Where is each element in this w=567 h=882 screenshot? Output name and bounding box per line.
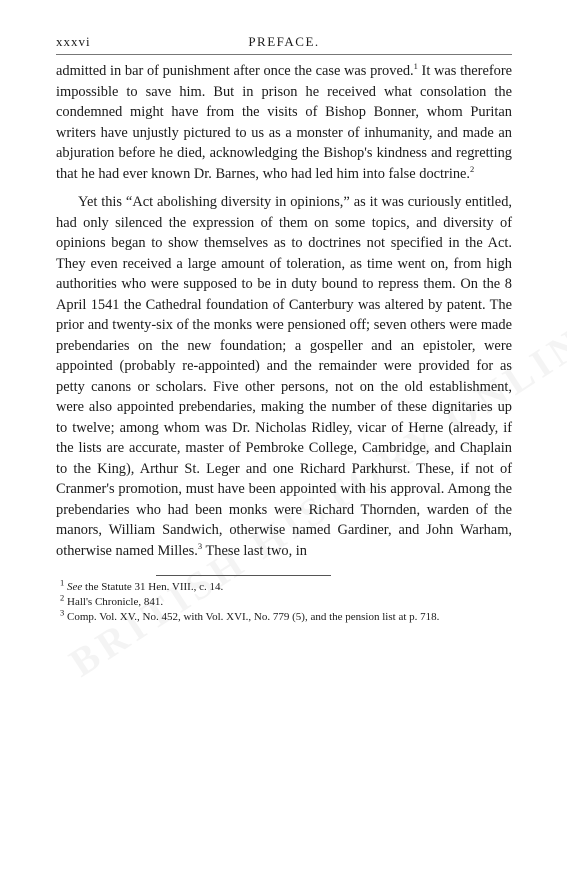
footnote-3: [56, 607, 512, 624]
footnote-text: Hall's Chronicle, 841.: [67, 596, 164, 608]
footnote-ref-1: 1: [413, 61, 418, 72]
footnote-text: the Statute 31 Hen. VIII., c. 14.: [82, 581, 224, 593]
body-text: [56, 61, 512, 561]
page-number: xxxvi: [56, 34, 91, 49]
paragraph-2-text-b: These last two, in: [202, 542, 307, 559]
footnote-rule: [156, 575, 331, 576]
running-header: [56, 34, 512, 55]
paragraph-1: [56, 61, 512, 184]
running-title: PREFACE.: [248, 34, 320, 49]
paragraph-2-text-a: Yet this “Act abolishing diversity in opinions,” as it was curiously entitled, had only silenced the expression of them on some topics, and diversity of opinions began to show themselves as to doctrines not specified in the Act. They even received a large amount of toleration, as time went on, from high authorities who were supposed to be in duty bound to repress them. On the 8 April 1541 the Cathedral foundation of Canterbury was altered by patent. The prior and twenty-six of the monks were pensioned off; seven others were made prebendaries on the new foundation; a gospeller and an epistoler, were appointed (probably re-appointed) and the remainder were provided for as petty canons or scholars. Five other persons, not on the old establishment, were also appointed prebendaries, making the number of these dignitaries up to twelve; among whom was Dr. Nicholas Ridley, vicar of Herne (already, if the lists are accurate, master of Pembroke College, Cambridge, and Chaplain to the King), Arthur St. Leger and one Richard Parkhurst. These, if not of Cranmer's promotion, must have been appointed with his approval. Among the prebendaries who had been monks were Richard Thornden, warden of the manors, William Sandwich, otherwise named Gardiner, and John Warham, otherwise named Milles.: [56, 194, 512, 559]
footnote-italic: See: [67, 581, 83, 593]
footnote-2: [56, 592, 512, 609]
page: [56, 34, 512, 625]
paragraph-1-text-a: admitted in bar of punishment after once the case was proved.: [56, 63, 414, 79]
footnote-ref-2: 2: [470, 163, 475, 174]
footnote-text: Comp. Vol. XV., No. 452, with Vol. XVI., No. 779 (5), and the pension list at p. 718.: [67, 611, 440, 623]
paragraph-1-text-b: It was therefore impossible to save him. But in prison he received what consolation the condemned might have from the visits of Bishop Bonner, whom Puritan writers have unjustly pictured to us as a monster of inhumanity, and made an abjuration before he died, acknowledging the Bishop's kindness and regretting that he had ever known Dr. Barnes, who had led him into false doctrine.: [56, 63, 512, 182]
paragraph-2: [56, 192, 512, 561]
footnote-mark: 2: [60, 592, 65, 603]
footnote-mark: 3: [60, 607, 65, 618]
footnote-mark: 1: [60, 577, 65, 588]
footnotes: [56, 577, 512, 624]
footnote-ref-3: 3: [197, 540, 203, 551]
footnote-1: [56, 577, 512, 594]
